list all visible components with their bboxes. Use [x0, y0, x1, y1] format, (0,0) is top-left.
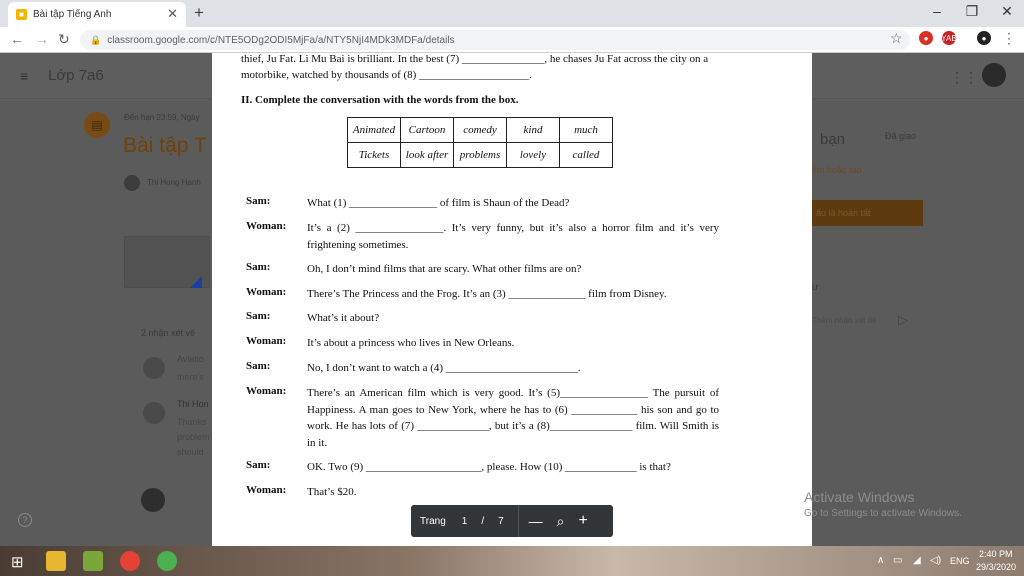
word-box [347, 117, 613, 168]
classroom-favicon-icon: ■ [16, 9, 27, 20]
apps-grid-icon[interactable]: ⋮⋮ [950, 69, 978, 85]
activate-subtitle: Go to Settings to activate Windows. [804, 508, 962, 519]
class-name[interactable]: Lớp 7a6 [48, 67, 104, 84]
conversation-line: There’s The Princess and the Frog. It’s an (3) ______________ film from Disney. [307, 288, 667, 300]
speaker-label: Sam: [246, 195, 271, 207]
speaker-label: Woman: [246, 335, 287, 347]
speaker-label: Woman: [246, 220, 287, 232]
private-comments-label: ư [812, 282, 819, 293]
conversation-line: It’s a (2) ________________. It’s very funny, but it’s also a horror film and it’s very frightening sometimes. [307, 222, 719, 251]
word-cell: much [560, 118, 613, 143]
comment-text-2b: problem [177, 432, 210, 442]
document-page [212, 53, 812, 546]
assignment-icon: ▤ [84, 112, 110, 138]
network-icon[interactable]: ▭ [893, 555, 903, 566]
teacher-avatar [124, 175, 140, 191]
section-title: II. Complete the conversation with the words from the box. [241, 94, 519, 106]
comment-author-2: Thi Hon [177, 399, 209, 409]
comment-text-2a: Thanks [177, 417, 207, 427]
word-cell: Animated [348, 118, 401, 143]
word-cell: comedy [454, 118, 507, 143]
account-avatar[interactable] [982, 63, 1006, 87]
word-cell: Cartoon [401, 118, 454, 143]
current-page[interactable]: 1 [461, 515, 468, 527]
speaker-label: Sam: [246, 310, 271, 322]
your-work-title: bạn [820, 131, 846, 148]
windows-start-icon[interactable]: ⊞ [11, 554, 24, 571]
activate-windows-watermark [804, 489, 962, 519]
due-date: Đến hạn 23:59, Ngày [124, 113, 200, 122]
speaker-label: Woman: [246, 484, 287, 496]
profile-avatar[interactable]: ● [977, 31, 991, 45]
comments-label: 2 nhận xét về [141, 328, 196, 338]
clock-date[interactable]: 29/3/2020 [976, 562, 1017, 572]
conversation-line: There’s an American film which is very good. It’s (5)________________ The pursuit of Happiness. A man goes to New York, where he has to (6) ____________ his son and go to work. He has lots of (7) _____________, but it’s a (8)_______________ film. Will Smith is in it. [307, 387, 719, 449]
reload-icon[interactable]: ↻ [58, 31, 70, 47]
word-cell: lovely [507, 143, 560, 168]
extension-yab-icon[interactable]: YAB [942, 31, 956, 45]
restore-button[interactable]: ❐ [965, 3, 979, 19]
mark-as-done-button[interactable]: ấu là hoàn tất [812, 200, 923, 226]
total-pages: 7 [498, 515, 504, 527]
windows-taskbar [0, 546, 1024, 576]
help-icon[interactable]: ? [18, 513, 32, 527]
word-box-row [348, 118, 613, 143]
page-label: Trang [420, 515, 446, 527]
zoom-icon[interactable]: ⌕ [556, 512, 565, 529]
volume-icon[interactable]: ◁) [930, 555, 942, 566]
comment-avatar-2 [143, 402, 165, 424]
doc-line-1: thief, Ju Fat. Li Mu Bai is brilliant. In the best (7) _______________, he chases Ju Fat across the city on a [241, 53, 709, 65]
wifi-icon[interactable]: ◢ [913, 555, 921, 566]
comment-avatar-1 [143, 357, 165, 379]
file-explorer-icon[interactable] [46, 551, 66, 571]
comment-text-2c: should [177, 447, 204, 457]
address-bar[interactable] [80, 30, 910, 50]
word-cell: called [560, 143, 613, 168]
word-cell: look after [401, 143, 454, 168]
teacher-name: Thi Hong Hanh [147, 178, 201, 187]
send-icon[interactable]: ▷ [898, 312, 908, 327]
conversation-line: OK. Two (9) _____________________, please. How (10) _____________ is that? [307, 461, 671, 473]
page-separator: / [481, 515, 485, 527]
zoom-out-icon[interactable]: — [528, 513, 543, 529]
url-text: classroom.google.com/c/NTE5ODg2ODI5MjFa/a/NTY5NjI4MDk3MDFa/details [107, 34, 455, 46]
conversation-line: No, I don’t want to watch a (4) ________________________. [307, 362, 581, 374]
close-window-button[interactable]: ✕ [1001, 3, 1013, 19]
word-cell: Tickets [348, 143, 401, 168]
browser-tab[interactable] [8, 2, 186, 27]
clock-time[interactable]: 2:40 PM [979, 549, 1013, 559]
word-box-row [348, 143, 613, 168]
language-indicator[interactable]: ENG [950, 556, 970, 566]
private-comment-input[interactable]: Thêm nhận xét riê [812, 316, 877, 325]
lock-icon: 🔒 [90, 34, 102, 45]
conversation-line: What (1) ________________ of film is Shaun of the Dead? [307, 197, 570, 209]
comment-text-1: there's [177, 372, 204, 382]
zoom-in-icon[interactable]: + [578, 512, 588, 529]
add-or-create-button[interactable]: êm hoặc tạo [812, 165, 862, 175]
tab-title: Bài tập Tiếng Anh [33, 9, 112, 20]
speaker-label: Sam: [246, 459, 271, 471]
chrome-icon[interactable] [120, 551, 140, 571]
my-avatar [141, 488, 165, 512]
conversation-line: That’s $20. [307, 486, 357, 498]
word-cell: kind [507, 118, 560, 143]
bookmark-star-icon[interactable]: ☆ [890, 30, 903, 46]
doc-line-2: motorbike, watched by thousands of (8) ____________________. [241, 69, 532, 81]
comment-author-1: Aviatio [177, 354, 204, 364]
speaker-label: Sam: [246, 261, 271, 273]
conversation-line: What’s it about? [307, 312, 380, 324]
tray-chevron-icon[interactable]: ∧ [877, 555, 885, 566]
app-icon-green-2[interactable] [157, 551, 177, 571]
hamburger-menu-icon[interactable]: ≡ [20, 68, 29, 84]
assignment-title: Bài tập T [123, 134, 207, 157]
app-icon-green[interactable] [83, 551, 103, 571]
toolbar-divider [518, 505, 519, 537]
menu-dots-icon[interactable]: ⋮ [1002, 30, 1016, 46]
close-tab-icon[interactable]: ✕ [167, 6, 178, 21]
new-tab-button[interactable]: + [194, 3, 204, 22]
activate-title: Activate Windows [804, 489, 915, 505]
page-toolbar [411, 505, 613, 537]
work-status: Đã giao [885, 131, 917, 141]
attachment-corner-icon [190, 276, 202, 288]
speaker-label: Sam: [246, 360, 271, 372]
minimize-button[interactable]: – [933, 3, 941, 19]
speaker-label: Woman: [246, 385, 287, 397]
conversation-line: It’s about a princess who lives in New Orleans. [307, 337, 515, 349]
conversation-line: Oh, I don’t mind films that are scary. What other films are on? [307, 263, 582, 275]
back-icon[interactable]: ← [10, 31, 24, 47]
word-cell: problems [454, 143, 507, 168]
forward-icon[interactable]: → [35, 31, 49, 47]
speaker-label: Woman: [246, 286, 287, 298]
extension-red-icon[interactable]: ● [919, 31, 933, 45]
